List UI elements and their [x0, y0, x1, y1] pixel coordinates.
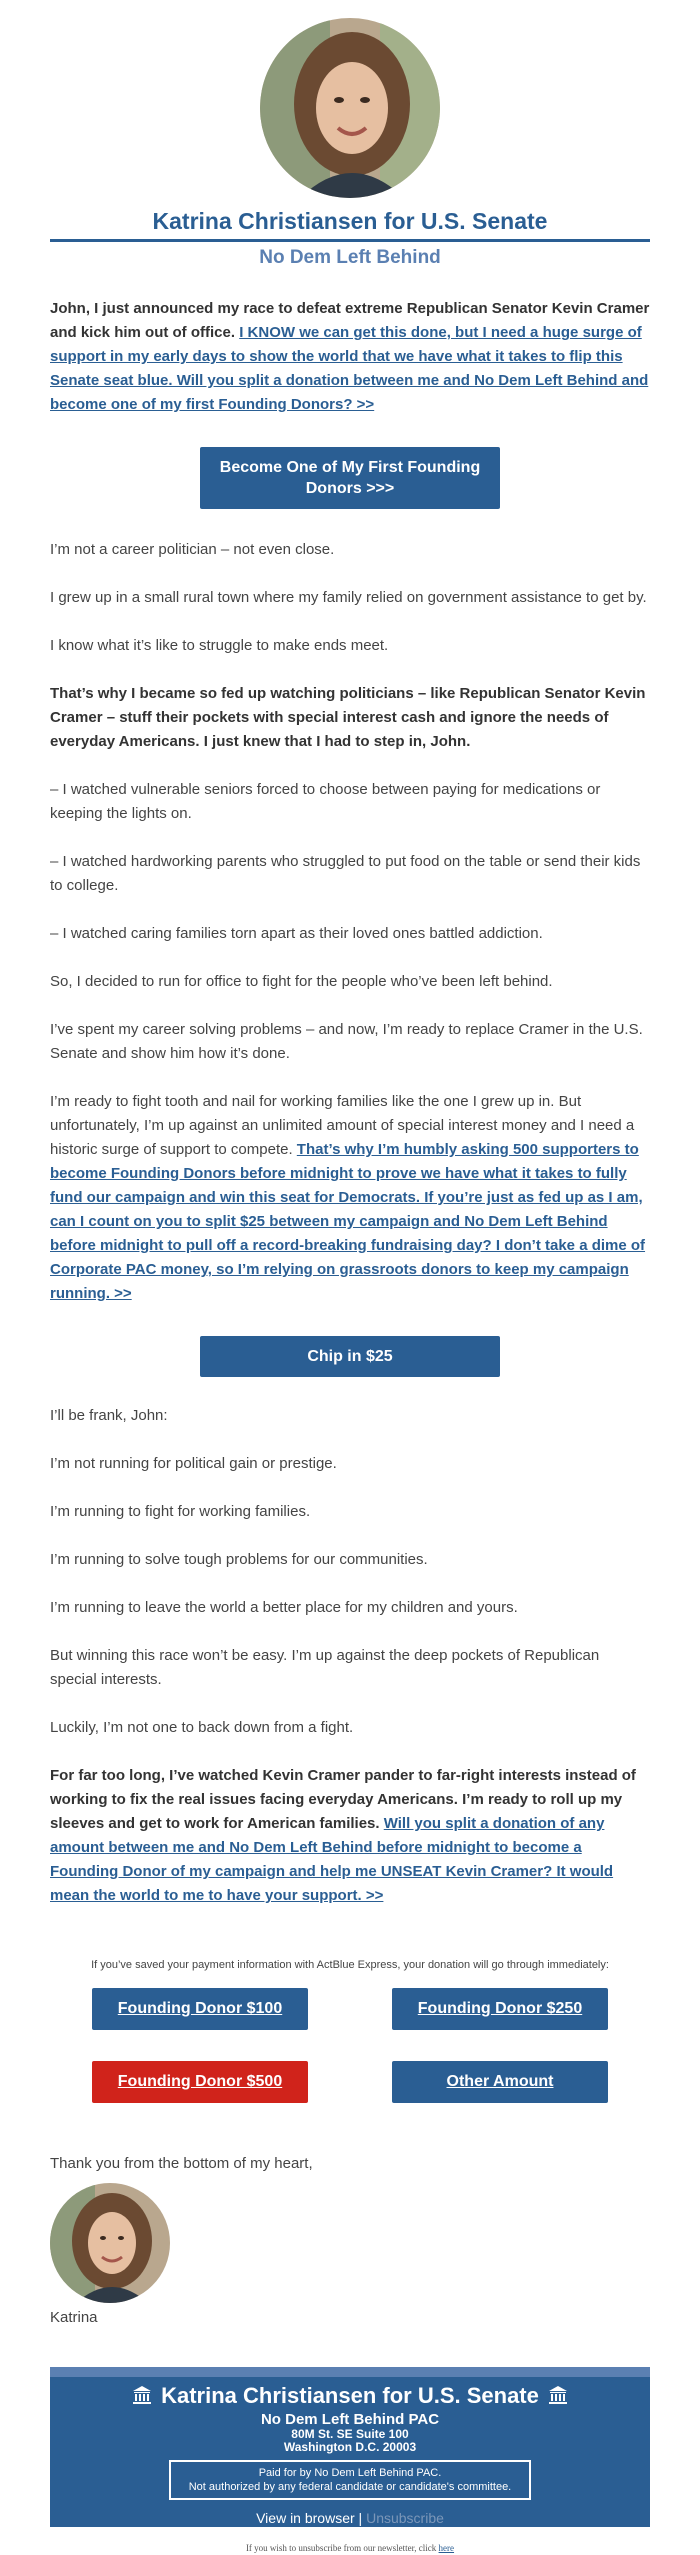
chip-in-button[interactable]: Chip in $25 [200, 1336, 500, 1377]
candidate-photo [260, 18, 440, 198]
signoff-text: Thank you from the bottom of my heart, [50, 2155, 313, 2172]
donate-other-button[interactable]: Other Amount [392, 2061, 608, 2103]
footer-link-separator: | [354, 2510, 367, 2526]
paragraph: But winning this race won’t be easy. I’m up against the deep pockets of Republican special interests. [50, 1647, 600, 1688]
actblue-note: If you’ve saved your payment information with ActBlue Express, your donation will go through immediately: [91, 1959, 609, 1971]
intro-bold-text: John, I just announced my race to defeat extreme Republican Senator Kevin Cramer and kick him out of office. [50, 300, 650, 341]
capitol-building-icon [131, 2384, 153, 2412]
paragraph: I’m running to solve tough problems for our communities. [50, 1551, 428, 1568]
paid-for-box [169, 2460, 531, 2500]
footer-address-line1: 80M St. SE Suite 100 [291, 2427, 409, 2441]
paragraph: I’m running to leave the world a better place for my children and yours. [50, 1599, 518, 1616]
paragraph: – I watched vulnerable seniors forced to choose between paying for medications or keeping the lights on. [50, 781, 601, 822]
founding-donor-button[interactable]: Become One of My First Founding Donors >>> [200, 447, 500, 509]
unsubscribe-link[interactable]: Unsubscribe [366, 2510, 444, 2526]
paragraph: I’ve spent my career solving problems – and now, I’m ready to replace Cramer in the U.S. Senate and show him how it’s done. [50, 1021, 643, 1062]
view-in-browser-link[interactable]: View in browser [256, 2510, 355, 2526]
paragraph: I’m not a career politician – not even close. [50, 541, 335, 558]
footer [50, 2367, 650, 2527]
paragraph: So, I decided to run for office to fight for the people who’ve been left behind. [50, 973, 553, 990]
closing-paragraph [50, 1764, 650, 1908]
campaign-title: Katrina Christiansen for U.S. Senate [152, 208, 548, 234]
signature-name: Katrina [50, 2309, 98, 2326]
paragraph: I grew up in a small rural town where my family relied on government assistance to get by. [50, 589, 647, 606]
paid-for-line2: Not authorized by any federal candidate or candidate's committee. [188, 2481, 512, 2493]
fight-text: I’m ready to fight tooth and nail for working families like the one I grew up in. But unfortunately, I’m up against an unlimited amount of special interest money and I need a historic surge of support to compete. [50, 1093, 635, 1158]
footer-topbar [50, 2367, 650, 2377]
footer-address-line2: Washington D.C. 20003 [283, 2440, 417, 2454]
intro-paragraph [50, 297, 650, 417]
donate-250-button[interactable]: Founding Donor $250 [392, 1988, 608, 2030]
paragraph: I’ll be frank, John: [50, 1407, 168, 1424]
title-divider [50, 239, 650, 242]
footer-links [50, 2510, 650, 2526]
closing-donate-link[interactable]: Will you split a donation of any amount between me and No Dem Left Behind before midnight to become a Founding Donor of my campaign and help me UNSEAT Kevin Cramer? It would mean the world to me to have your support. >> [50, 1815, 614, 1904]
paragraph: I’m not running for political gain or prestige. [50, 1455, 337, 1472]
paragraph: I know what it’s like to struggle to make ends meet. [50, 637, 389, 654]
fight-donate-link[interactable]: That’s why I’m humbly asking 500 supporters to become Founding Donors before midnight to prove we have what it takes to fully fund our campaign and win this seat for Democrats. If you’re just as fed up as I am, can I count on you to split $25 between my campaign and No Dem Left Behind before midnight to pull off a record-breaking fundraising day? I don’t take a dime of Corporate PAC money, so I’m relying on grassroots donors to keep my campaign running. >> [50, 1141, 646, 1302]
signature-photo [50, 2183, 170, 2303]
unsubscribe-note [0, 2543, 700, 2553]
paragraph: I’m running to fight for working families. [50, 1503, 311, 1520]
email-body [50, 0, 650, 1908]
footer-pac-name: No Dem Left Behind PAC [260, 2411, 440, 2428]
capitol-building-icon [547, 2384, 569, 2412]
paid-for-line1: Paid for by No Dem Left Behind PAC. [258, 2467, 442, 2479]
donate-500-button[interactable]: Founding Donor $500 [92, 2061, 308, 2103]
campaign-tagline: No Dem Left Behind [259, 247, 441, 268]
intro-donate-link[interactable]: I KNOW we can get this done, but I need a huge surge of support in my early days to show the world that we have what it takes to flip this Senate seat blue. Will you split a donation between me and No Dem Left Behind and become one of my first Founding Donors? >> [50, 324, 649, 413]
bold-paragraph: That’s why I became so fed up watching politicians – like Republican Senator Kevin Cramer – stuff their pockets with special interest cash and ignore the needs of everyday Americans. I just knew that I had to step in, John. [50, 685, 646, 750]
paragraph: – I watched hardworking parents who struggled to put food on the table or send their kids to college. [50, 853, 641, 894]
footer-title: Katrina Christiansen for U.S. Senate [161, 2383, 539, 2408]
paragraph: Luckily, I’m not one to back down from a fight. [50, 1719, 354, 1736]
unsubscribe-here-link[interactable]: here [438, 2543, 455, 2553]
unsubscribe-note-text: If you wish to unsubscribe from our newsletter, click [245, 2543, 439, 2553]
fight-paragraph [50, 1090, 650, 1306]
footer-title-row [50, 2383, 650, 2412]
paragraph: – I watched caring families torn apart as their loved ones battled addiction. [50, 925, 543, 942]
donate-100-button[interactable]: Founding Donor $100 [92, 1988, 308, 2030]
closing-bold-text: For far too long, I’ve watched Kevin Cramer pander to far-right interests instead of working to fix the real issues facing everyday Americans. I’m ready to roll up my sleeves and get to work for American families. [50, 1767, 636, 1832]
